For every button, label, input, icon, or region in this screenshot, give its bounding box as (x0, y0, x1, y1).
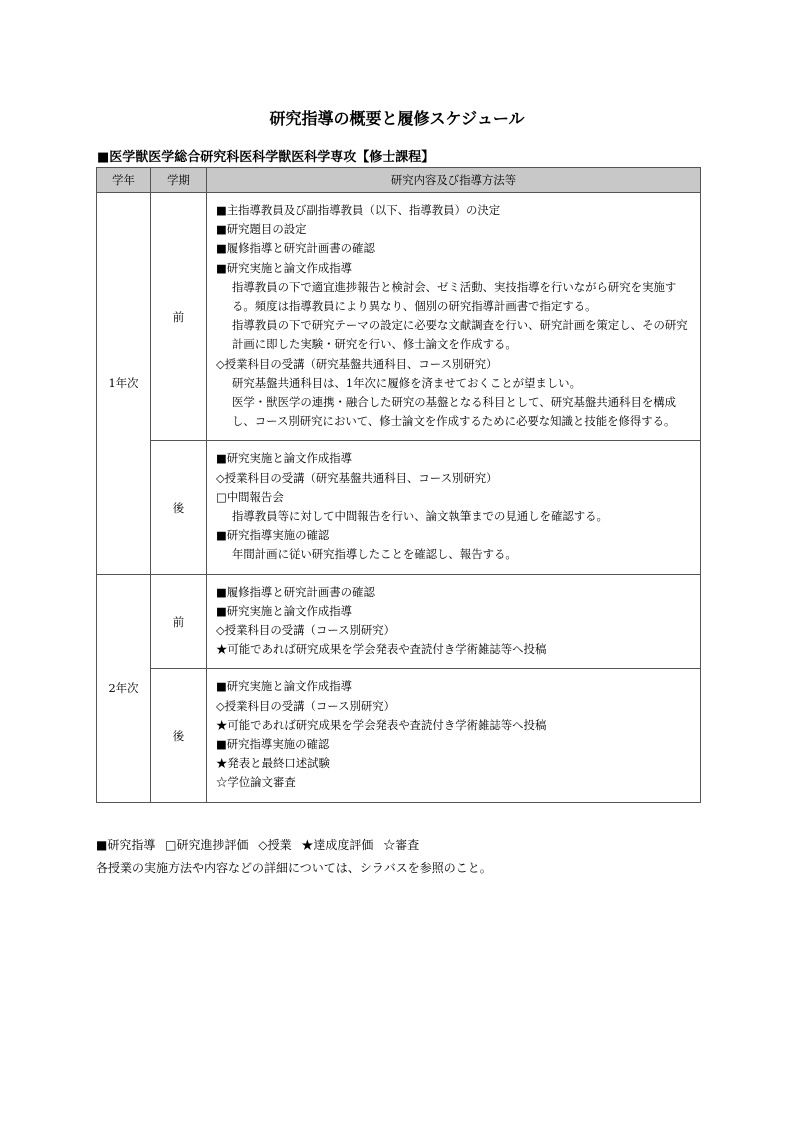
legend-item-class: ◇授業 (258, 838, 292, 852)
list-item-detail: 指導教員等に対して中間報告を行い、論文執筆までの見通しを確認する。 (232, 509, 608, 524)
list-item: ☆学位論文審査 (216, 775, 296, 790)
list-item: ■履修指導と研究計画書の確認 (216, 241, 375, 256)
year-cell-1: 1年次 (97, 193, 151, 575)
table-header-row (97, 168, 701, 193)
list-item: ◇授業科目の受講（コース別研究） (216, 698, 396, 713)
content-cell (207, 193, 701, 441)
table-row (97, 193, 701, 441)
list-item: ■研究題目の設定 (216, 222, 307, 237)
legend-item-guidance: ■研究指導 (96, 838, 156, 852)
legend-item-achievement: ★達成度評価 (301, 838, 374, 852)
legend (96, 836, 425, 853)
list-item: ■研究実施と論文作成指導 (216, 451, 353, 466)
term-cell-second: 後 (151, 441, 207, 574)
footnote: 各授業の実施方法や内容などの詳細については、シラバスを参照のこと。 (96, 861, 492, 875)
list-item-detail: 指導教員の下で適宜進捗報告と検討会、ゼミ活動、実技指導を行いながら研究を実施する。頻度は指導教員により異なり、個別の研究指導計画書で指定する。 (232, 279, 677, 314)
list-item: ★発表と最終口述試験 (216, 756, 330, 771)
table-row (97, 441, 701, 574)
list-item-detail: 年間計画に従い研究指導したことを確認し、報告する。 (232, 547, 517, 562)
list-item: ★可能であれば研究成果を学会発表や査読付き学術雑誌等へ投稿 (216, 642, 547, 657)
list-item: ◇授業科目の受講（コース別研究） (216, 623, 396, 638)
legend-item-progress: □研究進捗評価 (165, 838, 249, 852)
term-cell-first: 前 (151, 193, 207, 441)
content-cell (207, 574, 701, 669)
content-cell (207, 669, 701, 802)
header-year: 学年 (97, 168, 151, 193)
table-row (97, 574, 701, 669)
list-item-detail: 指導教員の下で研究テーマの設定に必要な文献調査を行い、研究計画を策定し、その研究計画に即した実験・研究を行い、修士論文を作成する。 (232, 318, 688, 352)
table-row (97, 669, 701, 802)
list-item: ■研究指導実施の確認 (216, 528, 330, 543)
list-item-detail: 医学・獣医学の連携・融合した研究の基盤となる科目として、研究基盤共通科目を構成し、コース別研究において、修士論文を作成するために必要な知識と技能を修得する。 (232, 395, 677, 429)
legend-item-review: ☆審査 (383, 838, 420, 852)
list-item: ★可能であれば研究成果を学会発表や査読付き学術雑誌等へ投稿 (216, 717, 547, 732)
list-item: ■履修指導と研究計画書の確認 (216, 584, 375, 599)
list-item: ■研究実施と論文作成指導 (216, 260, 353, 275)
list-item: ◇授業科目の受講（研究基盤共通科目、コース別研究） (216, 356, 498, 371)
list-item-detail: 研究基盤共通科目は、1年次に履修を済ませておくことが望ましい。 (232, 375, 581, 390)
list-item: ■主指導教員及び副指導教員（以下、指導教員）の決定 (216, 203, 501, 217)
section-subtitle: ■医学獣医学総合研究科医科学獣医科学専攻【修士課程】 (97, 150, 435, 165)
term-cell-first: 前 (151, 574, 207, 669)
term-cell-second: 後 (151, 669, 207, 802)
schedule-table (96, 167, 701, 803)
list-item: ■研究実施と論文作成指導 (216, 679, 353, 694)
list-item: ■研究実施と論文作成指導 (216, 603, 353, 618)
list-item: ■研究指導実施の確認 (216, 737, 330, 752)
year-cell-2: 2年次 (97, 574, 151, 802)
header-content: 研究内容及び指導方法等 (207, 168, 701, 193)
page-title: 研究指導の概要と履修スケジュール (269, 109, 525, 128)
list-item: □中間報告会 (216, 489, 284, 504)
header-term: 学期 (151, 168, 207, 193)
list-item: ◇授業科目の受講（研究基盤共通科目、コース別研究） (216, 470, 498, 485)
content-cell (207, 441, 701, 574)
